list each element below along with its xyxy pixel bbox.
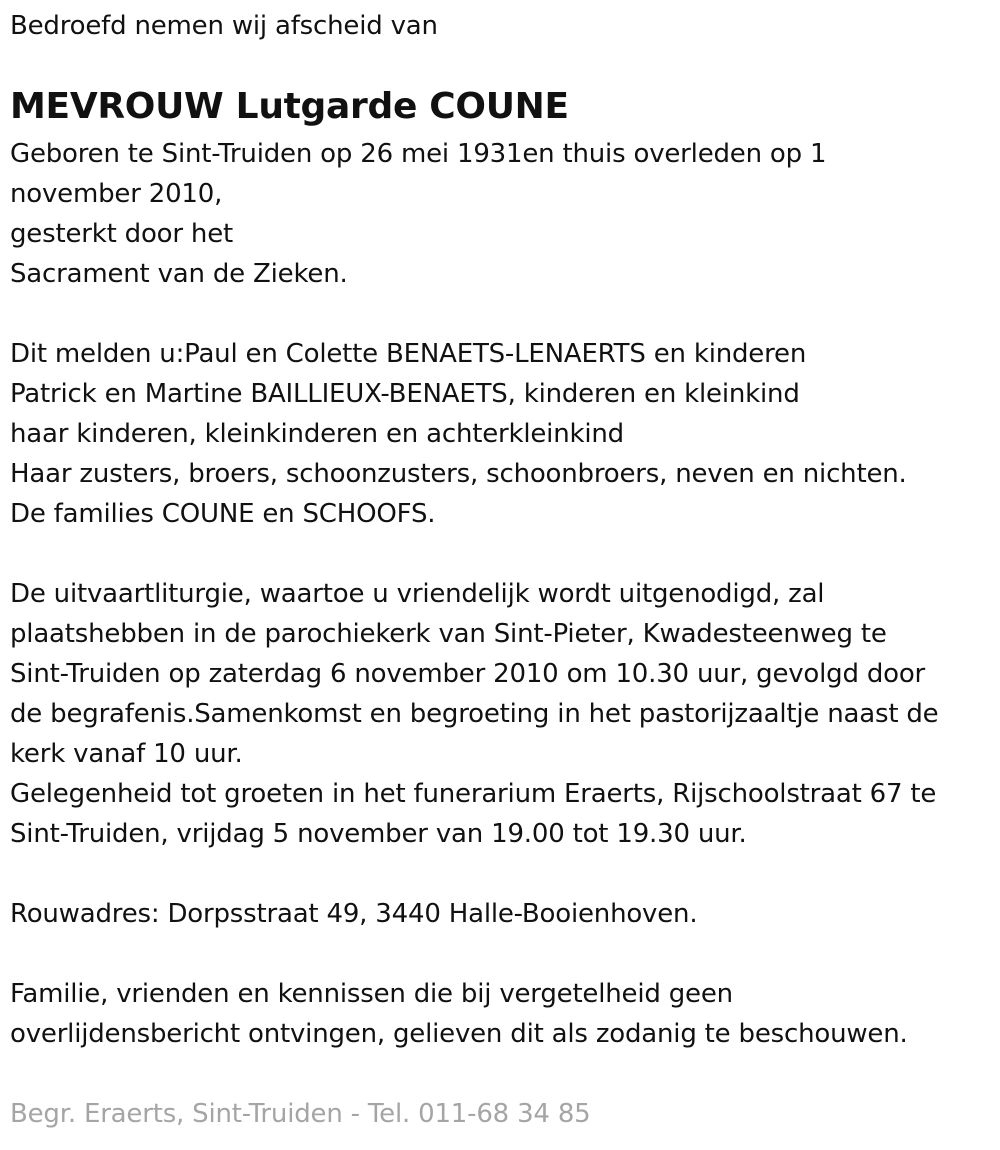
intro-text: Bedroefd nemen wij afscheid van [10, 11, 438, 41]
mourning-address: Rouwadres: Dorpsstraat 49, 3440 Halle-Booienhoven. [10, 899, 698, 929]
funeral-line: Sint-Truiden, vrijdag 5 november van 19.00 tot 19.30 uur. [10, 819, 747, 849]
announcer-line: Patrick en Martine BAILLIEUX-BENAETS, kinderen en kleinkind [10, 379, 800, 409]
announcer-line: haar kinderen, kleinkinderen en achterkleinkind [10, 419, 624, 449]
mourning-address-section [10, 894, 697, 934]
birth-line: Geboren te Sint-Truiden op 26 mei 1931en thuis overleden op 1 [10, 139, 827, 169]
funeral-line: kerk vanaf 10 uur. [10, 739, 243, 769]
birth-death-section [10, 134, 826, 294]
announcers-section [10, 334, 907, 534]
closing-notice-section [10, 974, 908, 1054]
closing-line: Familie, vrienden en kennissen die bij vergetelheid geen [10, 979, 733, 1009]
funeral-home-footer: Begr. Eraerts, Sint-Truiden - Tel. 011-68 34 85 [10, 1099, 591, 1129]
announcer-line: De families COUNE en SCHOOFS. [10, 499, 436, 529]
birth-line: Sacrament van de Zieken. [10, 259, 348, 289]
deceased-name: MEVROUW Lutgarde COUNE [10, 86, 569, 127]
funeral-line: plaatshebben in de parochiekerk van Sint-Pieter, Kwadesteenweg te [10, 619, 887, 649]
funeral-section [10, 574, 938, 854]
announcer-line: Dit melden u:Paul en Colette BENAETS-LENAERTS en kinderen [10, 339, 807, 369]
funeral-line: De uitvaartliturgie, waartoe u vriendelijk wordt uitgenodigd, zal [10, 579, 825, 609]
announcer-line: Haar zusters, broers, schoonzusters, schoonbroers, neven en nichten. [10, 459, 907, 489]
birth-line: november 2010, [10, 179, 223, 209]
closing-line: overlijdensbericht ontvingen, gelieven dit als zodanig te beschouwen. [10, 1019, 908, 1049]
birth-line: gesterkt door het [10, 219, 233, 249]
funeral-line: de begrafenis.Samenkomst en begroeting in het pastorijzaaltje naast de [10, 699, 939, 729]
funeral-line: Gelegenheid tot groeten in het funerarium Eraerts, Rijschoolstraat 67 te [10, 779, 937, 809]
funeral-line: Sint-Truiden op zaterdag 6 november 2010 om 10.30 uur, gevolgd door [10, 659, 926, 689]
